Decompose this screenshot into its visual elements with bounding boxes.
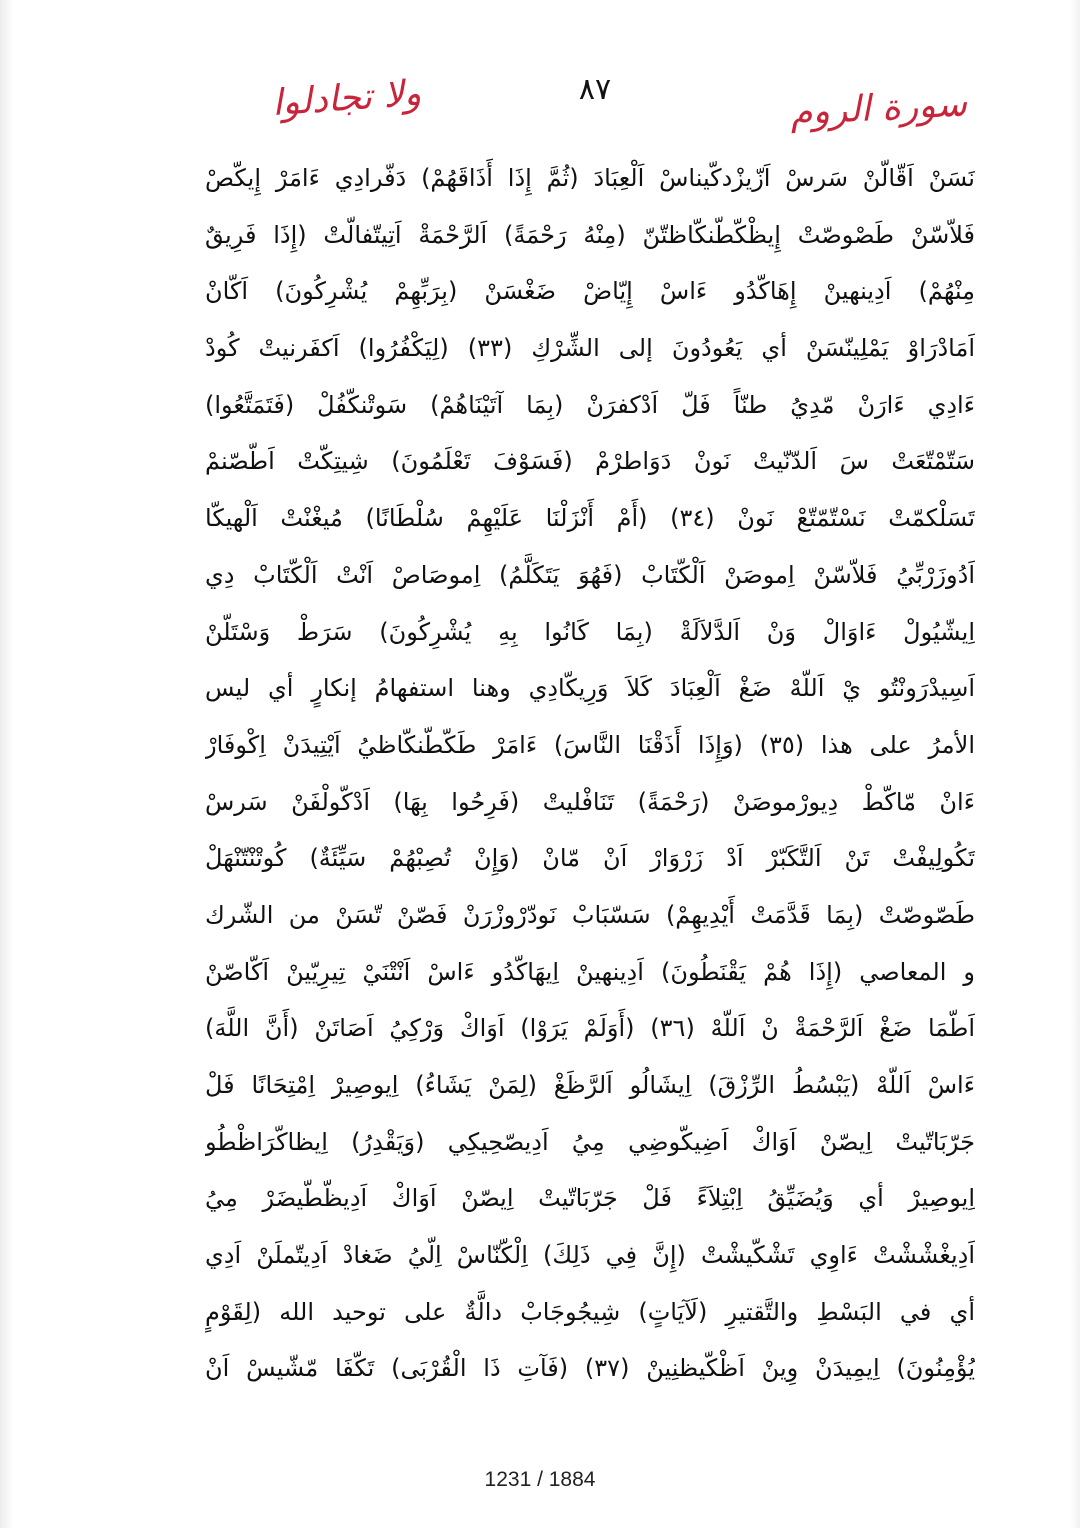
text-line: اَدُوزَرْبِّيُ فَلاّسّنْ اِموصَنْ اَلْكّتَابْ (فَهُوَ يَتَكَلَّمُ) اِموصَاصْ اَنْتْ اَلْكّتَابْ دِي bbox=[205, 560, 975, 589]
scan-shadow-left bbox=[0, 0, 14, 1528]
text-line: فَلاّسّنْ طَصْوصّتْ إِيظْكّطّنكّاظتّنّ (مِنْهُ رَحْمَةً) اَلرَّحْمَةْ اَتِيتّفالّتْ (إِذَا فَرِيقٌ bbox=[205, 220, 975, 249]
scan-shadow-right bbox=[1070, 0, 1080, 1528]
text-line: أي في البَسْطِ والتَّقتيرِ (لَآيَاتٍ) شِيجُوجَابْ دالَّةٌ على توحيد الله (لِقَوْمٍ bbox=[205, 1297, 975, 1326]
text-line: ءَانْ مّاكّطْ دِيورْموصَنْ (رَحْمَةً) تَنَافْليتْ (فَرِحُوا بِهَا) اَدْكّولْفَنْ سَرسْ bbox=[205, 787, 975, 816]
text-line: اَدِيغْشْشْتْ ءَاوِي تَشْكّيشْتْ (إِنَّ فِي ذَلِكَ) اِلْكّنّاسْ اِلّيُ ضَغادْ اَدِيتّملَنْ اَدِي bbox=[205, 1241, 975, 1270]
page-number: ٨٧ bbox=[578, 72, 612, 107]
text-line: مِنْهُمْ) اَدِينهينْ إِهَاكّدُو ءَاسْ إِيّاضْ ضَغْسَنْ (بِرَبِّهِمْ يُشْرِكُونَ) اَكّانْ bbox=[205, 277, 975, 306]
text-line: اَمَادْرَاوْ يَمْلِينّسَنْ أي يَعُودُونَ إلى الشِّرْكِ (٣٣) (لِيَكْفُرُوا) اَكفَرنيتْ كُودْ bbox=[205, 334, 975, 363]
text-line: و المعاصي (إِذَا هُمْ يَقْنَطُونَ) اَدِينهينْ اِيهَاكّدُو ءَاسْ اَنْتْنَيْ تِيرِيّينْ اَكّاصّنْ bbox=[205, 957, 975, 986]
text-line: طَصّوصّتْ (بِمَا قَدَّمَتْ أَيْدِيهِمْ) سَسّبَابْ نَودّرْوزْرَنْ فَصّنْ تّسَنْ من الشّرك bbox=[205, 900, 975, 929]
text-line: تَكُولِيفْتْ تَنْ اَلتَّكَبّرْ اَدْ زَرْوَارْ اَنْ مّانْ (وَإِنْ تُصِبْهُمْ سَيِّئَةٌ) كُوتْنْتّنْهَلْ bbox=[205, 844, 975, 873]
text-line: الأمرُ على هذا (٣٥) (وَإِذَا أَذَقْنَا النَّاسَ) ءَامَرْ طَكّطّنكّاظيُ اَيْتِيدَنْ اِكْوفَارْ bbox=[205, 730, 975, 759]
text-line: اِيشّيُولْ ءَاوَالْ وَنْ اَلدَّلاَلَةْ (بِمَا كَانُوا بِهِ يُشْرِكُونَ) سَرَطْ وَسْتَلّنْ bbox=[205, 617, 975, 646]
text-line: اَطّمَا ضَغْ اَلرَّحْمَةْ نْ اَللّهْ (٣٦) (أَوَلَمْ يَرَوْا) اَوَاكْ وَرْكِيُ اَصَاتَنْ (أَنَّ اللَّهَ) bbox=[205, 1014, 975, 1043]
text-line: اِيوصِيرْ أي وَيُضَيِّقُ اِبْتِلاَءً فَلْ جَرّبَاتّيتْ اِيصّنْ اَوَاكْ اَدِيظّطّيضَرْ مِيُ bbox=[205, 1184, 975, 1213]
text-line: يُؤْمِنُونَ) اِيمِيدَنْ وِينْ اَظْكّيظنِينْ (٣٧) (فَآتِ ذَا الْقُرْبَى) تَكّفَا مّشّيسْ اَنْ bbox=[205, 1354, 975, 1383]
handwritten-surah-title: سورة الروم bbox=[789, 83, 968, 134]
commentary-text-block bbox=[205, 150, 975, 1397]
text-line: ءَادِي ءَارَنْ مّدِيُ طنّاً فَلّ اَدْكفرَنْ (بِمَا آتَيْنَاهُمْ) سَوتْنكّفُلْ (فَتَمَتَّعُوا) bbox=[205, 390, 975, 419]
text-line: ءَاسْ اَللّهْ (يَبْسُطُ الرِّزْقَ) اِيشَالُو اَلرَّظَغْ (لِمَنْ يَشَاءُ) اِيوصِيرْ اِمْتِحَانًا فَلْ bbox=[205, 1071, 975, 1099]
text-line: تَسَلْكمّتْ نَسْتّمّتّعْ نَونْ (٣٤) (أَمْ أَنْزَلْنَا عَلَيْهِمْ سُلْطَانًا) مُيغْنْتْ اَلْهيكّا bbox=[205, 504, 975, 533]
handwritten-heading-left: ولا تجادلوا bbox=[270, 72, 423, 125]
text-line: جَرّبَاتّيتْ اِيصّنْ اَوَاكْ اَضِيكّوضِي مِيُ اَدِيصّحِيكِي (وَيَقْدِرُ) اِيظاكّرَاظْطُو bbox=[205, 1127, 975, 1156]
text-line: سَتّمْتّعَتْ سَ اَلدّنّيتْ نَونْ دَوَاطرْمْ (فَسَوْفَ تَعْلَمُونَ) شِيتِكّتْ اَطّصّنمْ bbox=[205, 447, 975, 476]
text-line: نَسَنْ اَقّالّنْ سَرسْ اَزّيزْدكّيناسْ اَلْعِبَادَ (ثُمَّ إِذَا أَذَاقَهُمْ) دَفّرادِي ءَامَرْ إِيكّصْ bbox=[205, 164, 975, 192]
text-line: اَسِيدْرَونْتُو يْ اَللّهْ ضَغْ اَلْعِبَادَ كَلاَ وَرِيكّادِي وهنا استفهامُ إنكارٍ أي ليس bbox=[205, 674, 975, 703]
pagination-indicator: 1231 / 1884 bbox=[484, 1468, 596, 1491]
